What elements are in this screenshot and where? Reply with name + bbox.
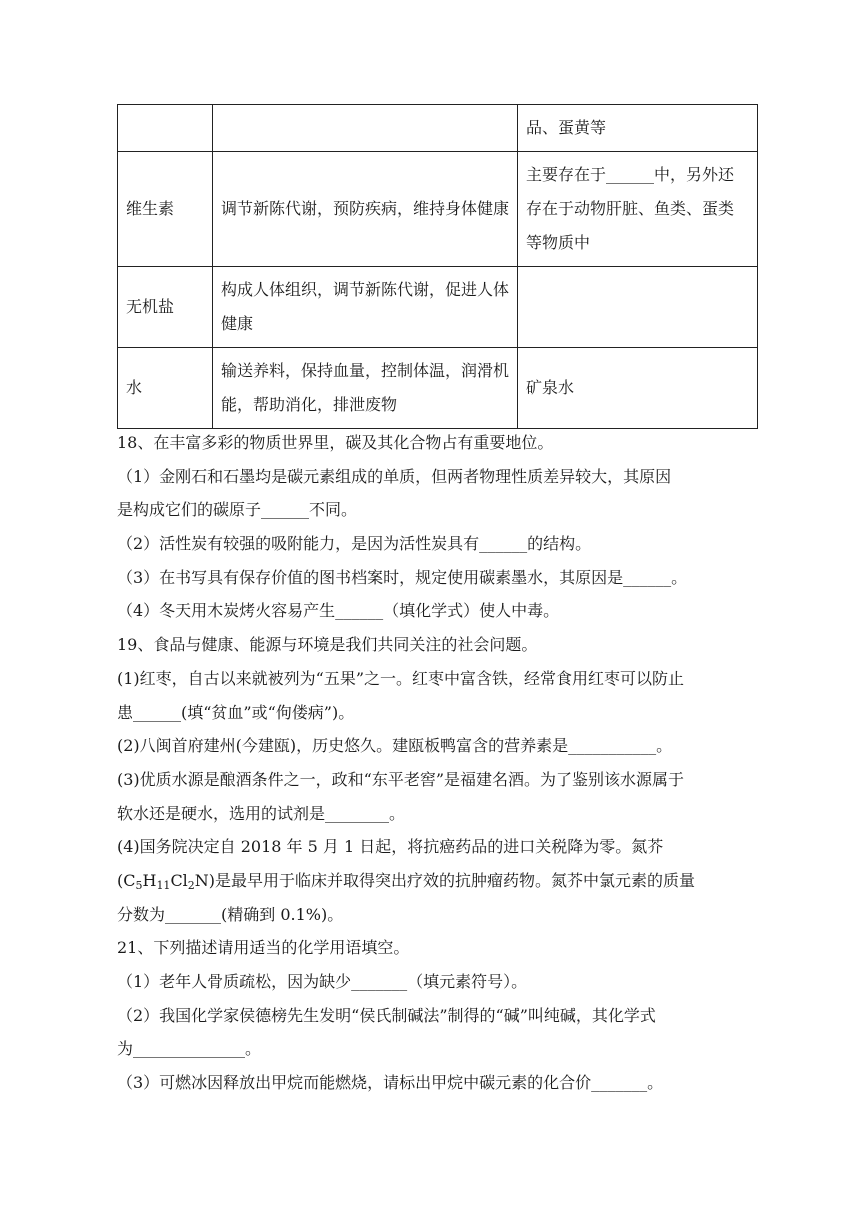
question-21-part-1: （1）老年人骨质疏松，因为缺少_______（填元素符号）。 — [117, 972, 528, 991]
nutrient-source-cell: 主要存在于______中，另外还存在于动物肝脏、鱼类、蛋类等物质中 — [518, 152, 758, 267]
question-21-part-3: （3）可燃冰因释放出甲烷而能燃烧，请标出甲烷中碳元素的化合价_______。 — [117, 1073, 664, 1093]
nutrient-table — [117, 104, 758, 429]
question-19-part-3: (3)优质水源是酿酒条件之一，政和“东平老窖”是福建名酒。为了鉴别该水源属于 — [117, 769, 685, 789]
question-19-stem: 19、食品与健康、能源与环境是我们共同关注的社会问题。 — [117, 635, 538, 655]
question-18-part-4: （4）冬天用木炭烤火容易产生______（填化学式）使人中毒。 — [117, 601, 560, 621]
nutrient-name-cell: 无机盐 — [118, 267, 213, 348]
question-19-part-4-cont: 分数为_______(精确到 0.1%)。 — [117, 904, 344, 924]
formula-subscript: 2 — [187, 878, 195, 892]
table-row — [118, 267, 758, 348]
question-18-part-3: （3）在书写具有保存价值的图书档案时，规定使用碳素墨水，其原因是______。 — [117, 567, 688, 587]
question-19-part-1: (1)红枣，自古以来就被列为“五果”之一。红枣中富含铁，经常食用红枣可以防止 — [117, 668, 685, 688]
nutrient-function-cell — [213, 105, 518, 152]
question-19-part-2: (2)八闽首府建州(今建瓯)，历史悠久。建瓯板鸭富含的营养素是___________。 — [117, 736, 673, 756]
question-18-part-2: （2）活性炭有较强的吸附能力，是因为活性炭具有______的结构。 — [117, 534, 592, 554]
formula-chlorine: Cl — [170, 870, 188, 890]
table-row — [118, 348, 758, 429]
formula-hydrogen: H — [142, 870, 157, 890]
formula-subscript: 11 — [156, 878, 171, 892]
nutrient-source-cell — [518, 267, 758, 348]
table-row — [118, 152, 758, 267]
nutrient-function-cell: 调节新陈代谢，预防疾病，维持身体健康 — [213, 152, 518, 267]
question-18-stem: 18、在丰富多彩的物质世界里，碳及其化合物占有重要地位。 — [117, 433, 554, 452]
question-19-part-4: (4)国务院决定自 2018 年 5 月 1 日起，将抗癌药品的进口关税降为零。氮芥 — [117, 837, 664, 857]
question-18-part-1-cont: 是构成它们的碳原子______不同。 — [117, 500, 358, 520]
formula-subscript: 5 — [135, 878, 143, 892]
question-21-stem: 21、下列描述请用适当的化学用语填空。 — [117, 938, 410, 958]
nutrient-function-cell: 构成人体组织，调节新陈代谢，促进人体健康 — [213, 267, 518, 348]
formula-prefix: (C — [117, 870, 136, 890]
question-21-part-2-cont: 为______________。 — [117, 1039, 262, 1059]
formula-suffix: N)是最早用于临床并取得突出疗效的抗肿瘤药物。氮芥中氯元素的质量 — [194, 870, 696, 890]
questions — [117, 426, 757, 1100]
nutrient-name-cell — [118, 105, 213, 152]
nutrient-source-cell: 矿泉水 — [518, 348, 758, 429]
table-row — [118, 105, 758, 152]
nutrient-name-cell: 维生素 — [118, 152, 213, 267]
question-19-part-1-cont: 患______(填“贫血”或“佝偻病”)。 — [117, 702, 355, 722]
question-18-part-1: （1）金刚石和石墨均是碳元素组成的单质，但两者物理性质差异较大，其原因 — [117, 466, 672, 486]
nitrogen-mustard-formula-line — [117, 864, 757, 898]
question-21-part-2: （2）我国化学家侯德榜先生发明“侯氏制碱法”制得的“碱”叫纯碱，其化学式 — [117, 1005, 656, 1025]
nutrient-function-cell: 输送养料，保持血量，控制体温，润滑机能，帮助消化，排泄废物 — [213, 348, 518, 429]
question-19-part-3-cont: 软水还是硬水，选用的试剂是________。 — [117, 803, 406, 823]
nutrient-source-cell: 品、蛋黄等 — [518, 105, 758, 152]
nutrient-name-cell: 水 — [118, 348, 213, 429]
